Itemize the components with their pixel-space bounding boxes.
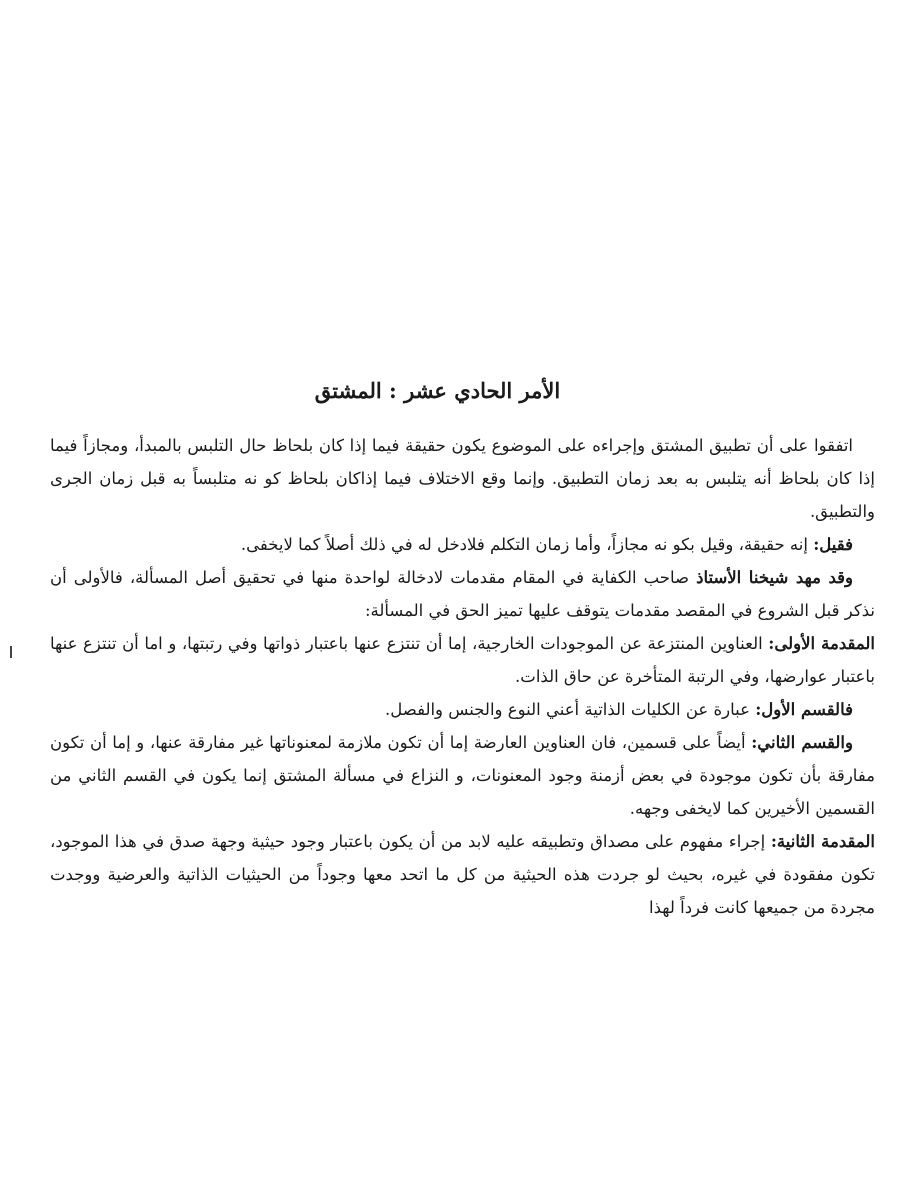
paragraph-3: [50, 561, 875, 627]
chapter-title: الأمر الحادي عشر : المشتق: [314, 378, 561, 403]
paragraph-lead: والقسم الثاني:: [751, 733, 853, 752]
document-page: [50, 378, 875, 924]
paragraph-text: صاحب الكفاية في المقام مقدمات لادخالة لواحدة منها في تحقيق أصل المسألة، فالأولى أن نذكر قبل الشروع في المقصد مقدمات يتوقف عليها تميز الحق في المسألة:: [50, 568, 875, 620]
paragraph-1: [50, 429, 875, 528]
paragraph-text: إنه حقيقة، وقيل بكو نه مجازاً، وأما زمان التكلم فلادخل له في ذلك أصلاً كما لايخفى.: [240, 535, 814, 554]
paragraph-lead: المقدمة الأولى:: [768, 634, 875, 653]
paragraph-2: [50, 528, 875, 561]
paragraph-text: إجراء مفهوم على مصداق وتطبيقه عليه لابد من أن يكون باعتبار وجود حيثية وجهة صدق في هذا الموجود، تكون مفقودة في غيره، بحيث لو جردت هذه الحيثية من كل ما اتحد معها وجوداً من الحيثيات الذاتية والعرضية ووجدت مجردة من جميعها كانت فرداً لهذا: [50, 832, 875, 917]
paragraph-text: عبارة عن الكليات الذاتية أعني النوع والجنس والفصل.: [385, 700, 756, 719]
paragraph-7: [50, 825, 875, 924]
paragraph-text: العناوين المنتزعة عن الموجودات الخارجية، إما أن تنتزع عنها باعتبار ذواتها وفي رتبتها، و اما أن تنتزع عنها باعتبار عوارضها، وفي الرتبة المتأخرة عن حاق الذات.: [50, 634, 875, 686]
paragraph-lead: فقيل:: [813, 535, 853, 554]
paragraph-text: اتفقوا على أن تطبيق المشتق وإجراءه على الموضوع يكون حقيقة فيما إذا كان بلحاظ حال التلبس بالمبدأ، ومجازاً فيما إذا كان بلحاظ أنه يتلبس به بعد زمان التطبيق. وإنما وقع الاختلاف فيما إذاكان بلحاظ كو نه متلبساً به قبل زمان الجرى والتطبيق.: [50, 436, 875, 521]
paragraph-lead: فالقسم الأول:: [755, 700, 853, 719]
paragraph-5: [50, 693, 875, 726]
margin-mark: [10, 646, 12, 658]
paragraph-lead: المقدمة الثانية:: [770, 832, 875, 851]
body-text: [50, 429, 875, 924]
paragraph-6: [50, 726, 875, 825]
paragraph-text: أيضاً على قسمين، فان العناوين العارضة إما أن تكون ملازمة لمعنوناتها غير مفارقة عنها، و إما أن تكون مفارقة بأن تكون موجودة في بعض أزمنة وجود المعنونات، و النزاع في مسألة المشتق إنما يكون في القسم الثاني من القسمين الأخيرين كما لايخفى وجهه.: [50, 733, 875, 818]
paragraph-lead: وقد مهد شيخنا الأستاذ: [696, 568, 853, 587]
paragraph-4: [50, 627, 875, 693]
